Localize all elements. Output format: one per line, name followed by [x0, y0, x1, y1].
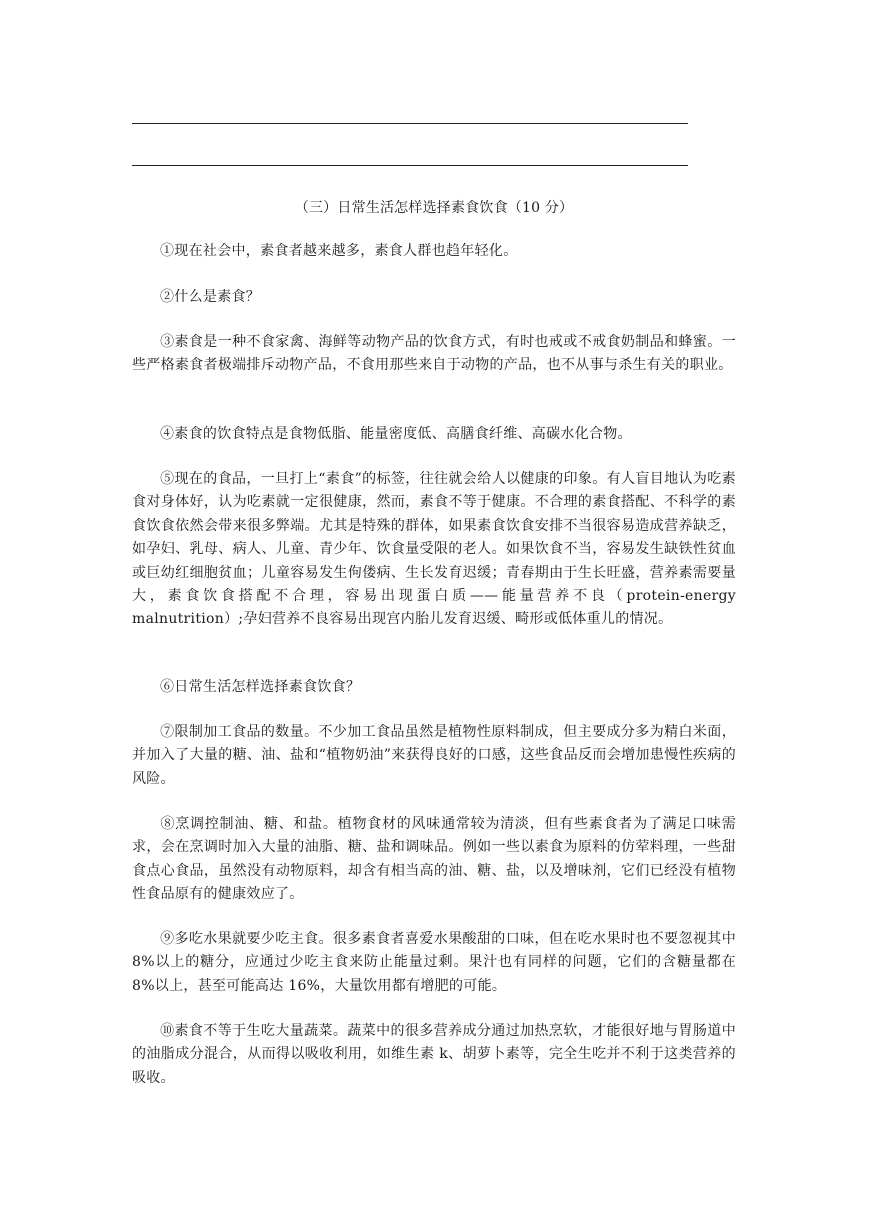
- paragraph-5: ⑤现在的食品，一旦打上“素食”的标签，往往就会给人以健康的印象。有人盲目地认为吃素食对身体好，认为吃素就一定很健康，然而，素食不等于健康。不合理的素食搭配、不科学的素食饮食依然会带来很多弊端。尤其是特殊的群体，如果素食饮食安排不当很容易造成营养缺乏，如孕妇、乳母、病人、儿童、青少年、饮食量受限的老人。如果饮食不当，容易发生缺铁性贫血或巨幼红细胞贫血；儿童容易发生佝偻病、生长发育迟缓；青春期由于生长旺盛，营养素需要量大，素食饮食搭配不合理，容易出现蛋白质——能量营养不良（protein-energy malnutrition）;孕妇营养不良容易出现宫内胎儿发育迟缓、畸形或低体重儿的情况。: [132, 471, 736, 628]
- answer-line-2: [132, 165, 688, 166]
- paragraph-7: ⑦限制加工食品的数量。不少加工食品虽然是植物性原料制成，但主要成分多为精白米面，并加入了大量的糖、油、盐和“植物奶油”来获得良好的口感，这些食品反而会增加患慢性疾病的风险。: [132, 724, 736, 787]
- paragraph-9: ⑨多吃水果就要少吃主食。很多素食者喜爱水果酸甜的口味，但在吃水果时也不要忽视其中 8%以上的糖分，应通过少吃主食来防止能量过剩。果汁也有同样的问题，它们的含糖量都在 8%以上，甚至可能高达 16%，大量饮用都有增肥的可能。: [132, 931, 736, 994]
- paragraph-10: ⑩素食不等于生吃大量蔬菜。蔬菜中的很多营养成分通过加热烹软，才能很好地与胃肠道中的油脂成分混合，从而得以吸收利用，如维生素 k、胡萝卜素等，完全生吃并不利于这类营养的吸收。: [132, 1023, 736, 1086]
- answer-line-1: [132, 123, 688, 124]
- paragraph-6: ⑥日常生活怎样选择素食饮食？: [160, 679, 361, 695]
- paragraph-4: ④素食的饮食特点是食物低脂、能量密度低、高膳食纤维、高碳水化合物。: [160, 426, 632, 442]
- paragraph-1: ①现在社会中，素食者越来越多，素食人群也趋年轻化。: [160, 243, 518, 259]
- paragraph-8: ⑧烹调控制油、糖、和盐。植物食材的风味通常较为清淡，但有些素食者为了满足口味需求，会在烹调时加入大量的油脂、糖、盐和调味品。例如一些以素食为原料的仿荤料理，一些甜食点心食品，虽然没有动物原料，却含有相当高的油、糖、盐，以及增味剂，它们已经没有植物性食品原有的健康效应了。: [132, 816, 736, 903]
- paragraph-2: ②什么是素食？: [160, 289, 261, 305]
- section-title: （三）日常生活怎样选择素食饮食（10 分）: [294, 200, 574, 216]
- paragraph-3: ③素食是一种不食家禽、海鲜等动物产品的饮食方式，有时也戒或不戒食奶制品和蜂蜜。一些严格素食者极端排斥动物产品，不食用那些来自于动物的产品，也不从事与杀生有关的职业。: [132, 334, 736, 374]
